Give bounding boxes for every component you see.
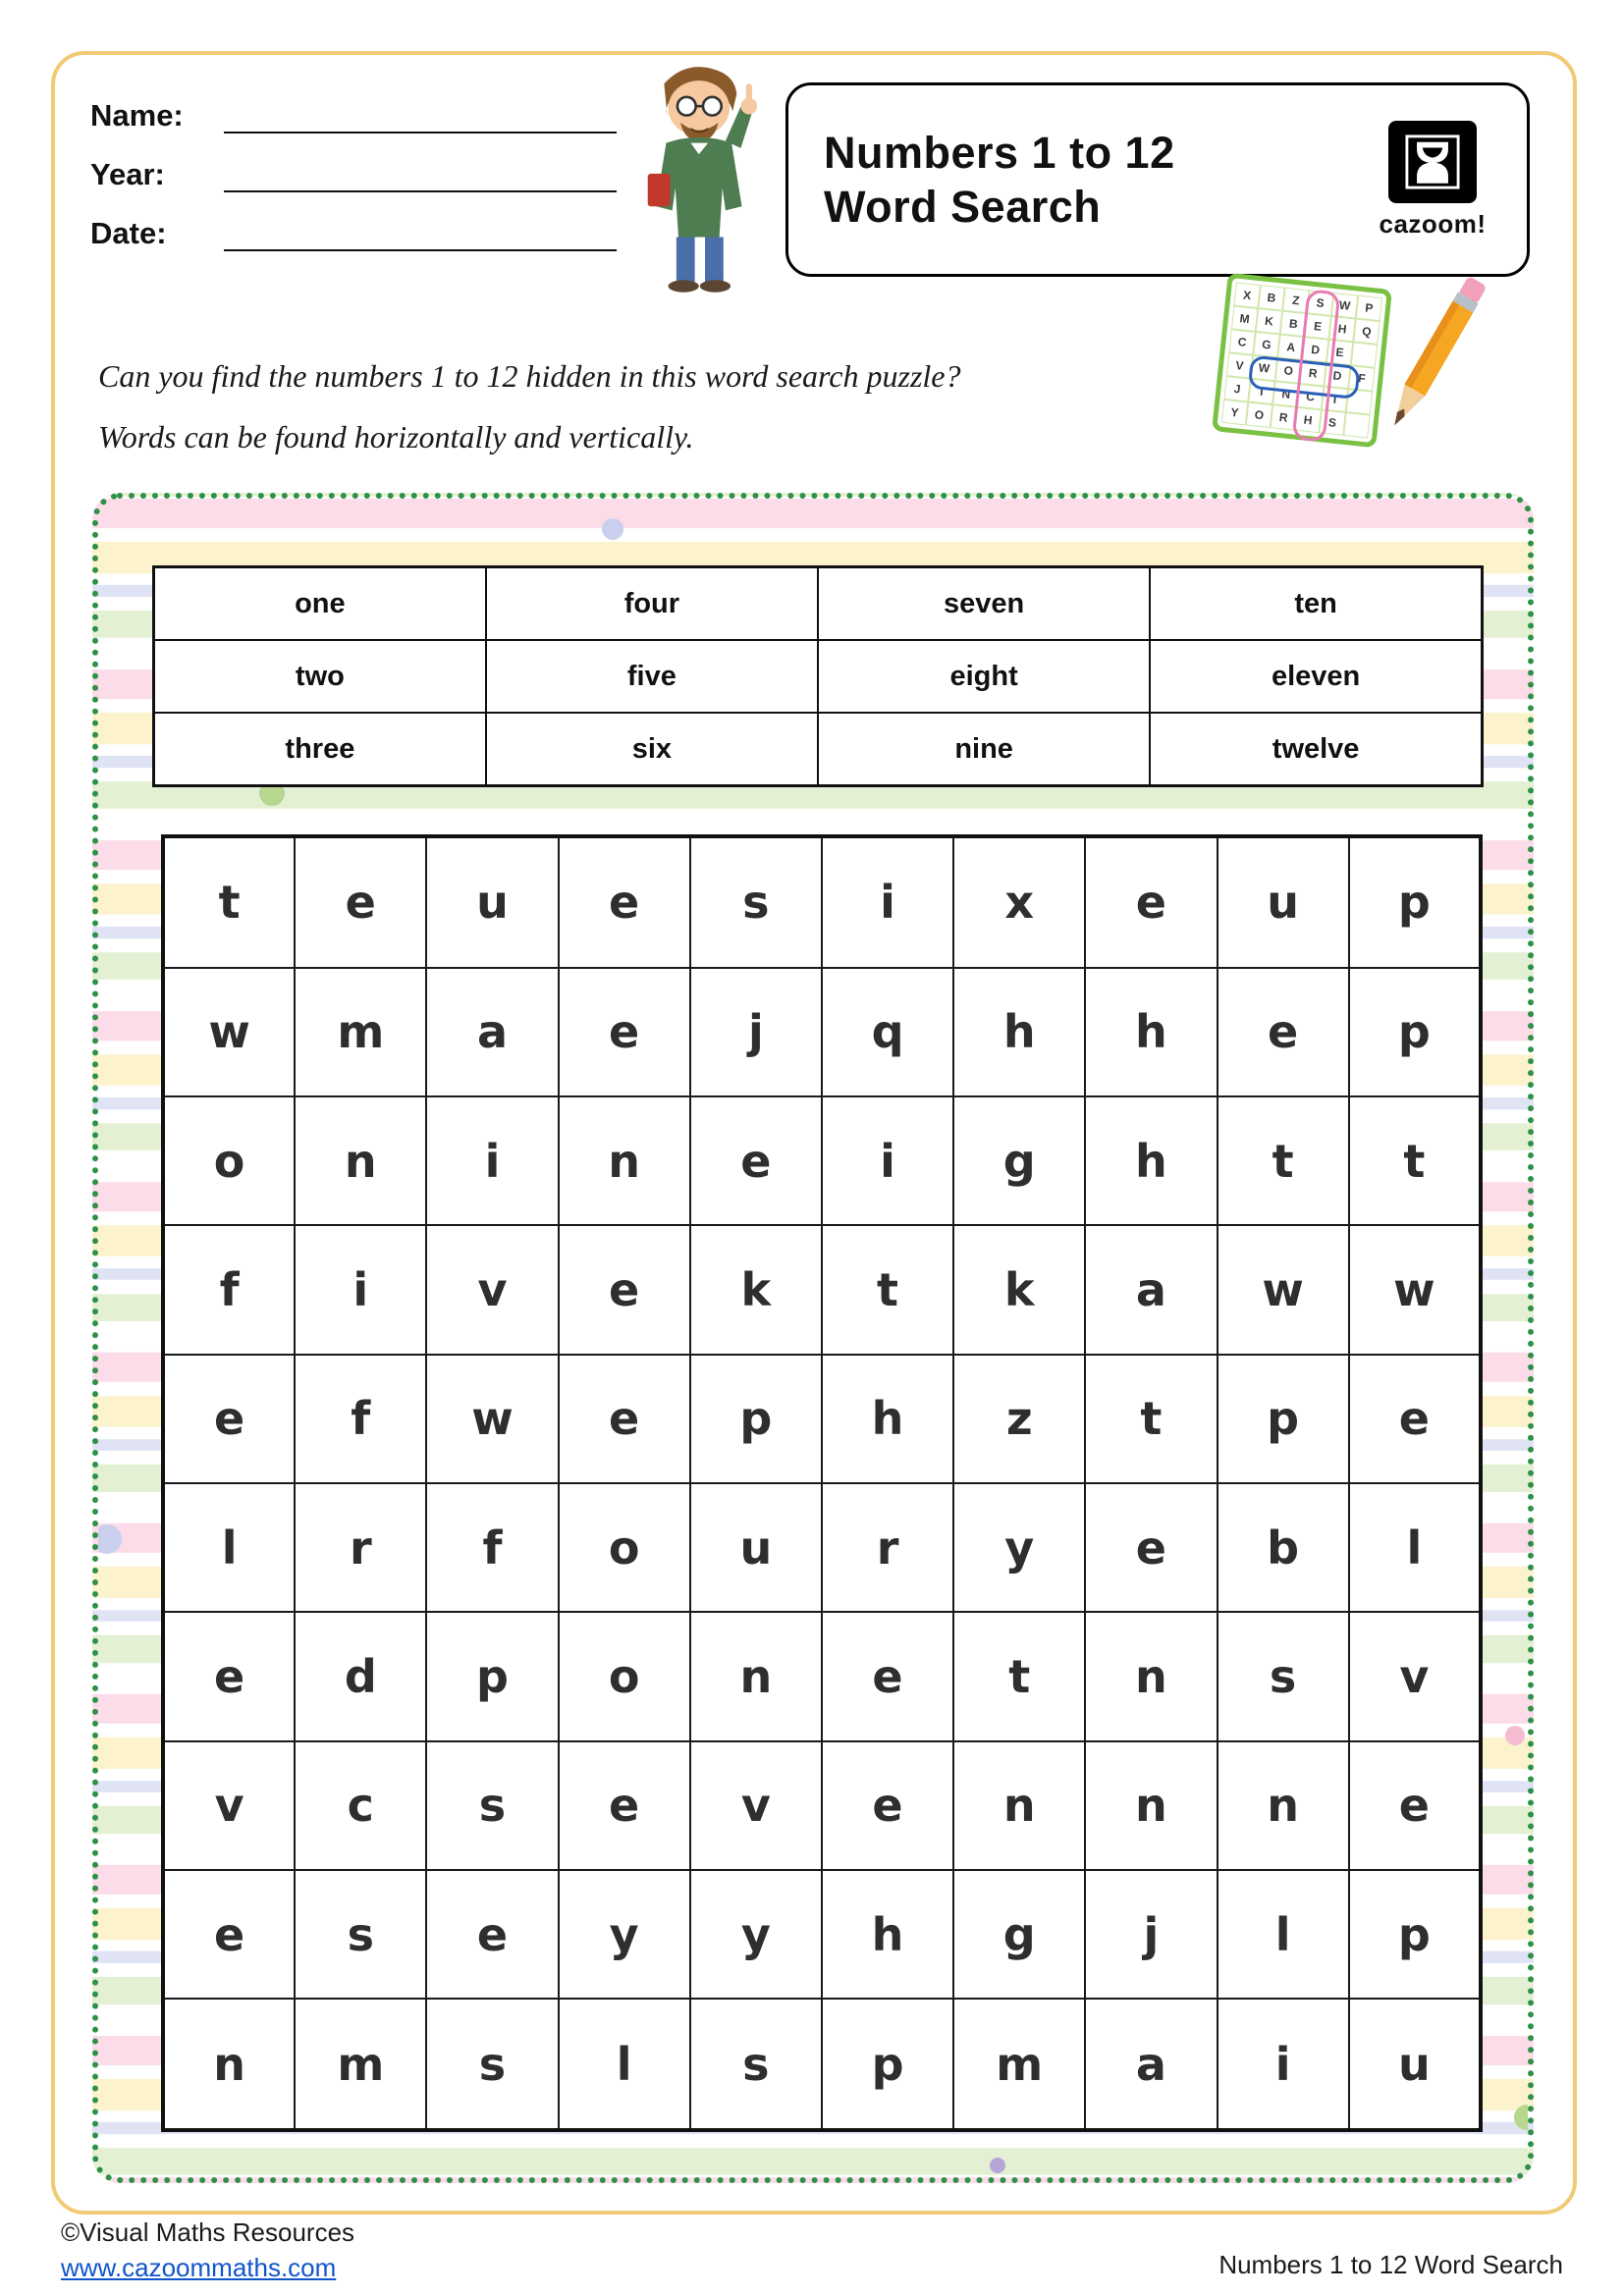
grid-row xyxy=(163,1483,1481,1612)
grid-cell: e xyxy=(822,1612,953,1740)
mini-grid-cell: H xyxy=(1328,316,1355,342)
date-write-line xyxy=(224,220,617,251)
grid-cell: w xyxy=(426,1355,558,1483)
grid-cell: a xyxy=(426,968,558,1096)
grid-cell: r xyxy=(295,1483,426,1612)
decorative-dot xyxy=(1505,1726,1525,1745)
grid-cell: e xyxy=(559,968,690,1096)
grid-cell: k xyxy=(690,1225,822,1354)
grid-cell: v xyxy=(163,1741,295,1870)
grid-cell: u xyxy=(426,836,558,968)
grid-cell: t xyxy=(1218,1096,1349,1225)
grid-cell: e xyxy=(559,836,690,968)
mini-grid-cell: R xyxy=(1299,360,1326,386)
mini-grid-cell: C xyxy=(1228,329,1255,354)
grid-cell: w xyxy=(1218,1225,1349,1354)
word-list-item: two xyxy=(154,640,486,713)
mini-grid-cell: V xyxy=(1226,352,1253,378)
grid-row xyxy=(163,1355,1481,1483)
grid-cell: s xyxy=(690,836,822,968)
website-link[interactable]: www.cazoommaths.com xyxy=(61,2253,337,2282)
grid-cell: o xyxy=(559,1612,690,1740)
grid-cell: y xyxy=(559,1870,690,1999)
word-list-item: three xyxy=(154,713,486,786)
grid-cell: e xyxy=(1218,968,1349,1096)
mini-grid-cell: S xyxy=(1307,290,1333,315)
grid-cell: e xyxy=(559,1355,690,1483)
grid-cell: v xyxy=(690,1741,822,1870)
grid-cell: s xyxy=(426,1999,558,2130)
mini-grid-cell: D xyxy=(1302,337,1328,362)
mini-grid-cell: W xyxy=(1251,355,1277,381)
word-list-row xyxy=(154,640,1483,713)
grid-row xyxy=(163,836,1481,968)
mini-grid-cell: A xyxy=(1277,335,1304,360)
word-list-item: four xyxy=(486,567,818,641)
mini-grid-cell: O xyxy=(1275,357,1302,383)
grid-cell: p xyxy=(1349,836,1481,968)
grid-cell: d xyxy=(295,1612,426,1740)
grid-cell: p xyxy=(1349,968,1481,1096)
grid-cell: e xyxy=(559,1225,690,1354)
mini-grid-cell: B xyxy=(1280,311,1307,337)
grid-cell: m xyxy=(295,968,426,1096)
mini-grid-cell: D xyxy=(1324,363,1350,389)
year-field-row xyxy=(90,155,617,192)
word-list-item: twelve xyxy=(1150,713,1482,786)
teacher-icon xyxy=(601,53,783,298)
mini-grid-cell: H xyxy=(1294,407,1321,433)
letter-grid xyxy=(161,834,1483,2132)
grid-cell: i xyxy=(295,1225,426,1354)
grid-cell: f xyxy=(426,1483,558,1612)
grid-cell: m xyxy=(295,1999,426,2130)
grid-cell: g xyxy=(953,1870,1085,1999)
grid-cell: i xyxy=(426,1096,558,1225)
grid-cell: o xyxy=(559,1483,690,1612)
decorative-dot xyxy=(92,1524,122,1554)
mini-grid-cell: Q xyxy=(1353,318,1380,344)
grid-cell: i xyxy=(1218,1999,1349,2130)
grid-cell: s xyxy=(690,1999,822,2130)
grid-cell: v xyxy=(1349,1612,1481,1740)
grid-cell: e xyxy=(426,1870,558,1999)
mini-grid-cell: W xyxy=(1331,293,1358,318)
grid-cell: u xyxy=(1349,1999,1481,2130)
grid-cell: t xyxy=(163,836,295,968)
mini-grid-cell: E xyxy=(1326,340,1353,365)
grid-row xyxy=(163,1612,1481,1740)
grid-cell: w xyxy=(1349,1225,1481,1354)
grid-cell: l xyxy=(163,1483,295,1612)
grid-cell: n xyxy=(559,1096,690,1225)
mini-grid-cell: F xyxy=(1348,365,1375,391)
word-list-item: nine xyxy=(818,713,1150,786)
grid-cell: e xyxy=(163,1870,295,1999)
grid-cell: u xyxy=(690,1483,822,1612)
worksheet-title xyxy=(824,126,1175,234)
date-label: Date: xyxy=(90,216,167,250)
word-list-item: eleven xyxy=(1150,640,1482,713)
grid-cell: i xyxy=(822,1096,953,1225)
grid-cell: v xyxy=(426,1225,558,1354)
word-list-item: ten xyxy=(1150,567,1482,641)
grid-row xyxy=(163,1999,1481,2130)
mini-grid-cell: T xyxy=(1322,386,1348,411)
grid-cell: m xyxy=(953,1999,1085,2130)
grid-cell: n xyxy=(1085,1741,1217,1870)
word-list-item: five xyxy=(486,640,818,713)
grid-cell: r xyxy=(822,1483,953,1612)
mini-grid-cell: C xyxy=(1297,384,1324,409)
grid-cell: y xyxy=(953,1483,1085,1612)
mini-grid-cell: R xyxy=(1271,404,1297,430)
grid-cell: t xyxy=(953,1612,1085,1740)
grid-cell: g xyxy=(953,1096,1085,1225)
grid-row xyxy=(163,968,1481,1096)
grid-cell: n xyxy=(953,1741,1085,1870)
grid-row xyxy=(163,1870,1481,1999)
grid-cell: t xyxy=(1085,1355,1217,1483)
grid-cell: n xyxy=(1085,1612,1217,1740)
grid-cell: k xyxy=(953,1225,1085,1354)
grid-cell: n xyxy=(295,1096,426,1225)
grid-cell: s xyxy=(295,1870,426,1999)
grid-cell: e xyxy=(163,1355,295,1483)
grid-cell: q xyxy=(822,968,953,1096)
mini-grid-cell: P xyxy=(1356,295,1382,321)
hourglass-icon xyxy=(1388,121,1477,203)
grid-cell: c xyxy=(295,1741,426,1870)
word-list-item: one xyxy=(154,567,486,641)
grid-cell: t xyxy=(822,1225,953,1354)
grid-cell: y xyxy=(690,1870,822,1999)
grid-cell: h xyxy=(822,1355,953,1483)
grid-cell: s xyxy=(426,1741,558,1870)
grid-cell: p xyxy=(690,1355,822,1483)
grid-cell: e xyxy=(1085,1483,1217,1612)
grid-row xyxy=(163,1741,1481,1870)
cazoom-logo xyxy=(1374,121,1491,240)
footer-doc-title: Numbers 1 to 12 Word Search xyxy=(1218,2250,1563,2279)
grid-cell: e xyxy=(163,1612,295,1740)
copyright-text: ©Visual Maths Resources xyxy=(61,2217,355,2247)
grid-cell: h xyxy=(822,1870,953,1999)
decorative-dot xyxy=(602,518,623,540)
teacher-illustration xyxy=(601,53,783,298)
year-label: Year: xyxy=(90,157,165,191)
mini-grid-cell: S xyxy=(1319,409,1345,435)
mini-grid-cell: K xyxy=(1256,308,1282,334)
year-write-line xyxy=(224,161,617,192)
grid-cell: i xyxy=(822,836,953,968)
grid-cell: w xyxy=(163,968,295,1096)
grid-cell: e xyxy=(690,1096,822,1225)
title-line-1: Numbers 1 to 12 xyxy=(824,128,1175,178)
mini-grid-cell: G xyxy=(1253,332,1279,357)
name-label: Name: xyxy=(90,98,184,133)
instructions-line-2: Words can be found horizontally and vertically. xyxy=(98,419,694,454)
instructions xyxy=(98,346,1198,467)
word-list-row xyxy=(154,713,1483,786)
grid-cell: z xyxy=(953,1355,1085,1483)
grid-row xyxy=(163,1225,1481,1354)
grid-cell: f xyxy=(295,1355,426,1483)
grid-row xyxy=(163,1096,1481,1225)
name-write-line xyxy=(224,102,617,133)
grid-cell: a xyxy=(1085,1999,1217,2130)
grid-cell: p xyxy=(426,1612,558,1740)
grid-cell: e xyxy=(1349,1355,1481,1483)
grid-cell: n xyxy=(163,1999,295,2130)
grid-cell: j xyxy=(1085,1870,1217,1999)
mini-grid-cell: M xyxy=(1231,305,1258,331)
grid-cell: e xyxy=(295,836,426,968)
grid-cell: p xyxy=(822,1999,953,2130)
grid-cell: u xyxy=(1218,836,1349,968)
word-list-row xyxy=(154,567,1483,641)
grid-cell: e xyxy=(822,1741,953,1870)
title-box xyxy=(785,82,1530,277)
grid-cell: n xyxy=(690,1612,822,1740)
mini-grid-cell: J xyxy=(1223,376,1250,401)
word-list-item: seven xyxy=(818,567,1150,641)
grid-cell: o xyxy=(163,1096,295,1225)
mini-grid-cell: Z xyxy=(1282,288,1309,313)
word-list-item: eight xyxy=(818,640,1150,713)
grid-cell: j xyxy=(690,968,822,1096)
grid-cell: t xyxy=(1349,1096,1481,1225)
mini-grid-cell: B xyxy=(1258,285,1284,310)
mini-grid-cell xyxy=(1343,412,1370,438)
mini-grid-cell: I xyxy=(1248,379,1274,404)
grid-cell: f xyxy=(163,1225,295,1354)
mini-grid-cell: N xyxy=(1272,381,1299,406)
grid-cell: e xyxy=(1349,1741,1481,1870)
title-line-2: Word Search xyxy=(824,182,1102,232)
grid-cell: l xyxy=(1218,1870,1349,1999)
grid-cell: x xyxy=(953,836,1085,968)
grid-cell: e xyxy=(1085,836,1217,968)
grid-cell: n xyxy=(1218,1741,1349,1870)
grid-cell: l xyxy=(1349,1483,1481,1612)
word-list-item: six xyxy=(486,713,818,786)
grid-cell: h xyxy=(1085,968,1217,1096)
logo-text: cazoom! xyxy=(1379,208,1487,239)
decorative-dot xyxy=(1514,2105,1534,2130)
mini-grid-cell: O xyxy=(1246,402,1272,428)
grid-cell: b xyxy=(1218,1483,1349,1612)
grid-cell: s xyxy=(1218,1612,1349,1740)
student-fields xyxy=(90,96,617,251)
puzzle-area xyxy=(92,493,1534,2183)
mini-grid-cell: Y xyxy=(1221,400,1248,425)
word-list-table xyxy=(152,565,1484,787)
footer-left xyxy=(61,2215,354,2285)
instructions-line-1: Can you find the numbers 1 to 12 hidden in this word search puzzle? xyxy=(98,358,961,394)
grid-cell: h xyxy=(953,968,1085,1096)
grid-cell: l xyxy=(559,1999,690,2130)
grid-cell: a xyxy=(1085,1225,1217,1354)
mini-grid-cell: E xyxy=(1305,313,1331,339)
grid-cell: p xyxy=(1218,1355,1349,1483)
mini-grid-cell xyxy=(1351,342,1378,367)
decorative-dot xyxy=(990,2158,1005,2173)
name-field-row xyxy=(90,96,617,133)
grid-cell: h xyxy=(1085,1096,1217,1225)
grid-cell: p xyxy=(1349,1870,1481,1999)
mini-grid-cell: X xyxy=(1233,283,1260,308)
grid-cell: e xyxy=(559,1741,690,1870)
date-field-row xyxy=(90,214,617,251)
